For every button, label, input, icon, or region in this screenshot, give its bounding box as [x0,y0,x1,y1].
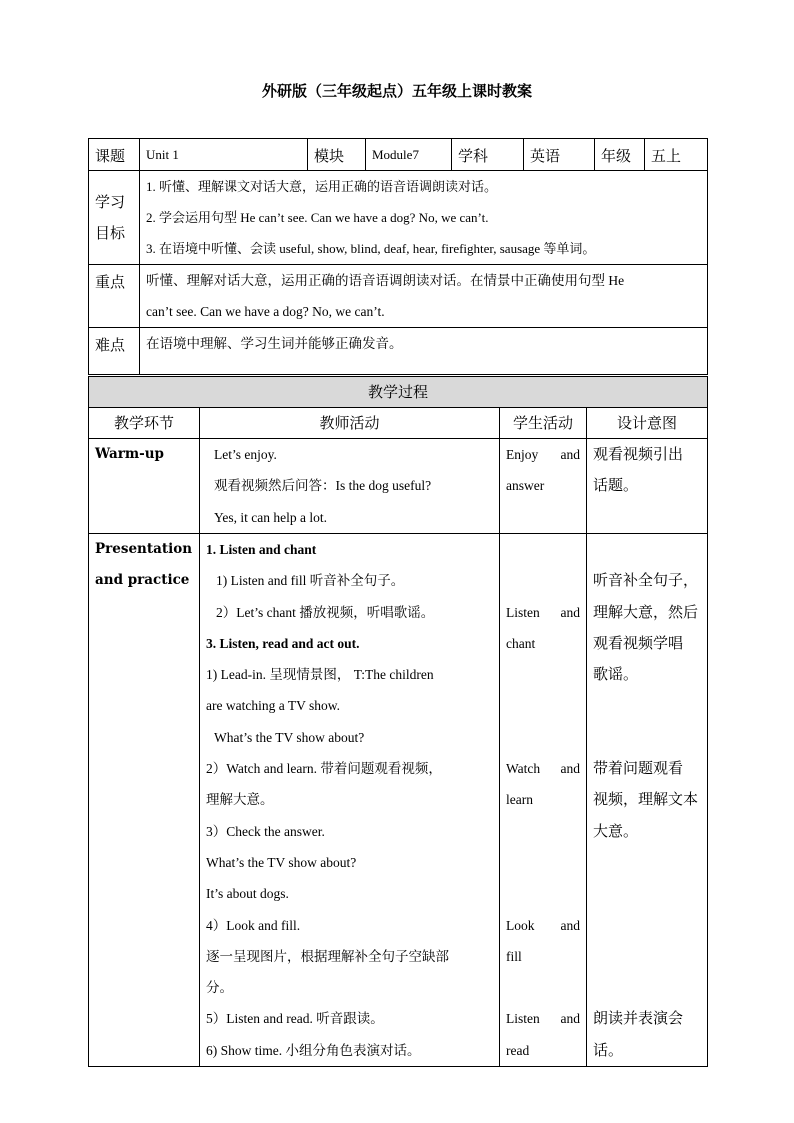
document-title: 外研版（三年级起点）五年级上课时教案 [261,82,532,100]
process-banner: 教学过程 [89,377,708,408]
grade-value: 五上 [645,139,708,171]
col-header-student: 学生活动 [500,408,587,439]
process-header-row [89,408,708,439]
difficulties-row [89,328,708,375]
col-header-intent: 设计意图 [587,408,708,439]
difficulties-label: 难点 [89,328,140,375]
warmup-teacher: Let’s enjoy. 观看视频然后问答：Is the dog useful? Yes, it can help a lot. [200,439,500,534]
goals-label: 学习 目标 [89,171,140,265]
warmup-intent: 观看视频引出 话题。 [587,439,708,534]
goal-item: 3. 在语境中听懂、会读 useful, show, blind, deaf, hear, firefighter, sausage 等单词。 [146,241,596,256]
difficulties-text: 在语境中理解、学习生词并能够正确发音。 [140,328,708,375]
goals-row [89,171,708,265]
subject-value: 英语 [524,139,595,171]
grade-label: 年级 [595,139,645,171]
goal-item: 2. 学会运用句型 He can’t see. Can we have a dog? No, we can’t. [146,210,489,225]
student-activity: Listen and [506,1011,580,1027]
warmup-stage: Warm-up [89,439,200,534]
goal-item: 1. 听懂、理解课文对话大意，运用正确的语音语调朗读对话。 [146,179,498,194]
teaching-process-table [88,376,708,1067]
key-points-row [89,265,708,328]
presentation-teacher: 1. Listen and chant 1) Listen and fill 听音补全句子。 2）Let’s chant 播放视频，听唱歌谣。 3. Listen, read and act out. 1) Lead-in. 呈现情景图， T:The children are watching a TV show. What’s the TV show about? 2）Watch and learn. 带着问题观看视频， 理解大意。 3）Check the answer. What’s the TV show about? It’s about dogs. 4）Look and fill. 逐一呈现图片，根据理解补全句子空缺部 分。 5）Listen and read. 听音跟读。 6) Show time. 小组分角色表演对话。 [200,534,500,1067]
goals-list [140,171,708,265]
key-points-text: 听懂、理解对话大意，运用正确的语音语调朗读对话。在情景中正确使用句型 He can’t see. Can we have a dog? No, we can’t. [140,265,708,328]
presentation-row [89,534,708,1067]
student-activity: Listen and [506,604,580,620]
col-header-teacher: 教师活动 [200,408,500,439]
module-value: Module7 [366,139,452,171]
subject-label: 学科 [452,139,524,171]
warmup-row [89,439,708,534]
process-banner-row [89,377,708,408]
module-label: 模块 [308,139,366,171]
key-points-label: 重点 [89,265,140,328]
lesson-info-table [88,138,708,375]
topic-label: 课题 [89,139,140,171]
info-header-row [89,139,708,171]
col-header-stage: 教学环节 [89,408,200,439]
topic-value: Unit 1 [140,139,308,171]
presentation-stage: Presentation and practice [89,534,200,1067]
presentation-student: Listen and chant Watch and learn Look and fill Listen and read [500,534,587,1067]
warmup-student: Enjoy and answer [500,439,587,534]
student-activity: Look and [506,917,580,933]
presentation-intent: 听音补全句子， 理解大意，然后 观看视频学唱 歌谣。 带着问题观看 视频，理解文本 大意。 朗读并表演会 话。 [587,534,708,1067]
student-activity: Watch and [506,761,580,777]
